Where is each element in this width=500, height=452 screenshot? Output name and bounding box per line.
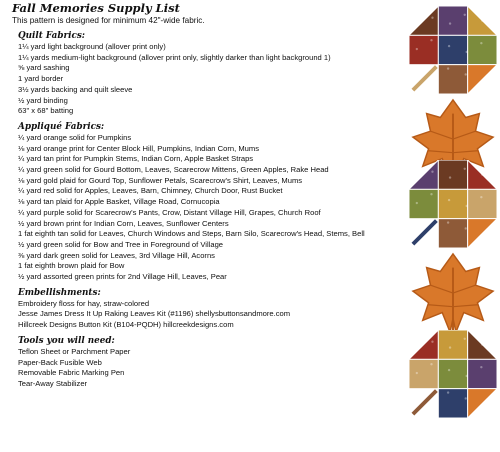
list-item: 1 fat eighth brown plaid for Bow [18,261,125,271]
section-heading: Appliqué Fabrics: [18,121,105,132]
list-item: Teflon Sheet or Parchment Paper [18,346,131,356]
list-item: ¼ yard orange solid for Pumpkins [18,132,132,142]
list-item: ½ yard assorted green prints for 2nd Village Hill, Leaves, Pear [18,272,227,282]
maple-leaf-quilt-block-icon [408,160,498,248]
list-item: 1¼ yard light background (allover print only) [18,42,166,51]
list-item: 3½ yards backing and quilt sleeve [18,84,133,94]
list-item: ¼ yard red solid for Apples, Leaves, Barn, Chimney, Church Door, Rust Bucket [18,186,283,196]
maple-leaf-quilt-block-icon [408,330,498,418]
section-appliqu-fabrics [18,121,394,283]
list-item: ½ yard binding [18,95,68,105]
list-item: ⅜ yard dark green solid for Leaves, 3rd Village Hill, Acorns [18,250,215,260]
maple-leaf-quilt-block-icon [408,6,498,94]
list-item: ½ yard brown print for Indian Corn, Leaves, Sunflower Centers [18,218,229,228]
section-heading: Embellishments: [18,287,101,298]
list-item: Tear-Away Stabilizer [18,378,88,388]
list-item: 63" x 68" batting [18,106,74,116]
section-tools-you-will-need [18,335,394,390]
list-item: Hillcreek Designs Button Kit (B104-PQDH) hillcreekdesigns.com [18,320,234,330]
list-item: ¼ yard tan print for Pumpkin Stems, Indian Corn, Apple Basket Straps [18,154,254,164]
list-item: ⅛ yard tan plaid for Apple Basket, Village Road, Cornucopia [18,197,220,207]
page-subtitle: This pattern is designed for minimum 42"-wide fabric. [12,16,205,25]
decoration-column [404,0,500,452]
supply-list-document [12,2,394,394]
section-quilt-fabrics [18,30,394,117]
section-embellishments [18,287,394,331]
list-item: 1 yard border [18,74,64,84]
list-item: ¼ yard green solid for Gourd Bottom, Leaves, Scarecrow Mittens, Green Apples, Rake Head [18,165,329,175]
list-item: ⅛ yard gold plaid for Gourd Top, Sunflower Petals, Scarecrow's Shirt, Leaves, Mums [18,175,303,185]
list-item: 1 fat eighth tan solid for Leaves, Church Windows and Steps, Barn Silo, Scarecrow's Head, Stems, Bell [18,229,365,239]
list-item: Paper-Back Fusible Web [18,357,102,367]
list-item: Jesse James Dress It Up Raking Leaves Kit (#1196) shellysbuttonsandmore.com [18,309,291,319]
section-heading: Quilt Fabrics: [18,31,86,41]
section-heading: Tools you will need: [18,335,115,346]
list-item: Removable Fabric Marking Pen [18,368,125,378]
list-item: 1¼ yards medium-light background (allover print only, slightly darker than light background 1) [18,52,331,62]
list-item: ⅛ yard orange print for Center Block Hill, Pumpkins, Indian Corn, Mums [18,143,259,153]
list-item: ½ yard green solid for Bow and Tree in Foreground of Village [18,239,224,249]
list-item: ¼ yard purple solid for Scarecrow's Pants, Crow, Distant Village Hill, Grapes, Church Roof [18,207,321,217]
maple-leaf-quilt-block-icon [408,250,498,338]
page-title: Fall Memories Supply List [12,1,180,15]
sections-container [12,30,394,390]
list-item: Embroidery floss for hay, straw-colored [18,298,150,308]
list-item: ⅝ yard sashing [18,63,70,73]
